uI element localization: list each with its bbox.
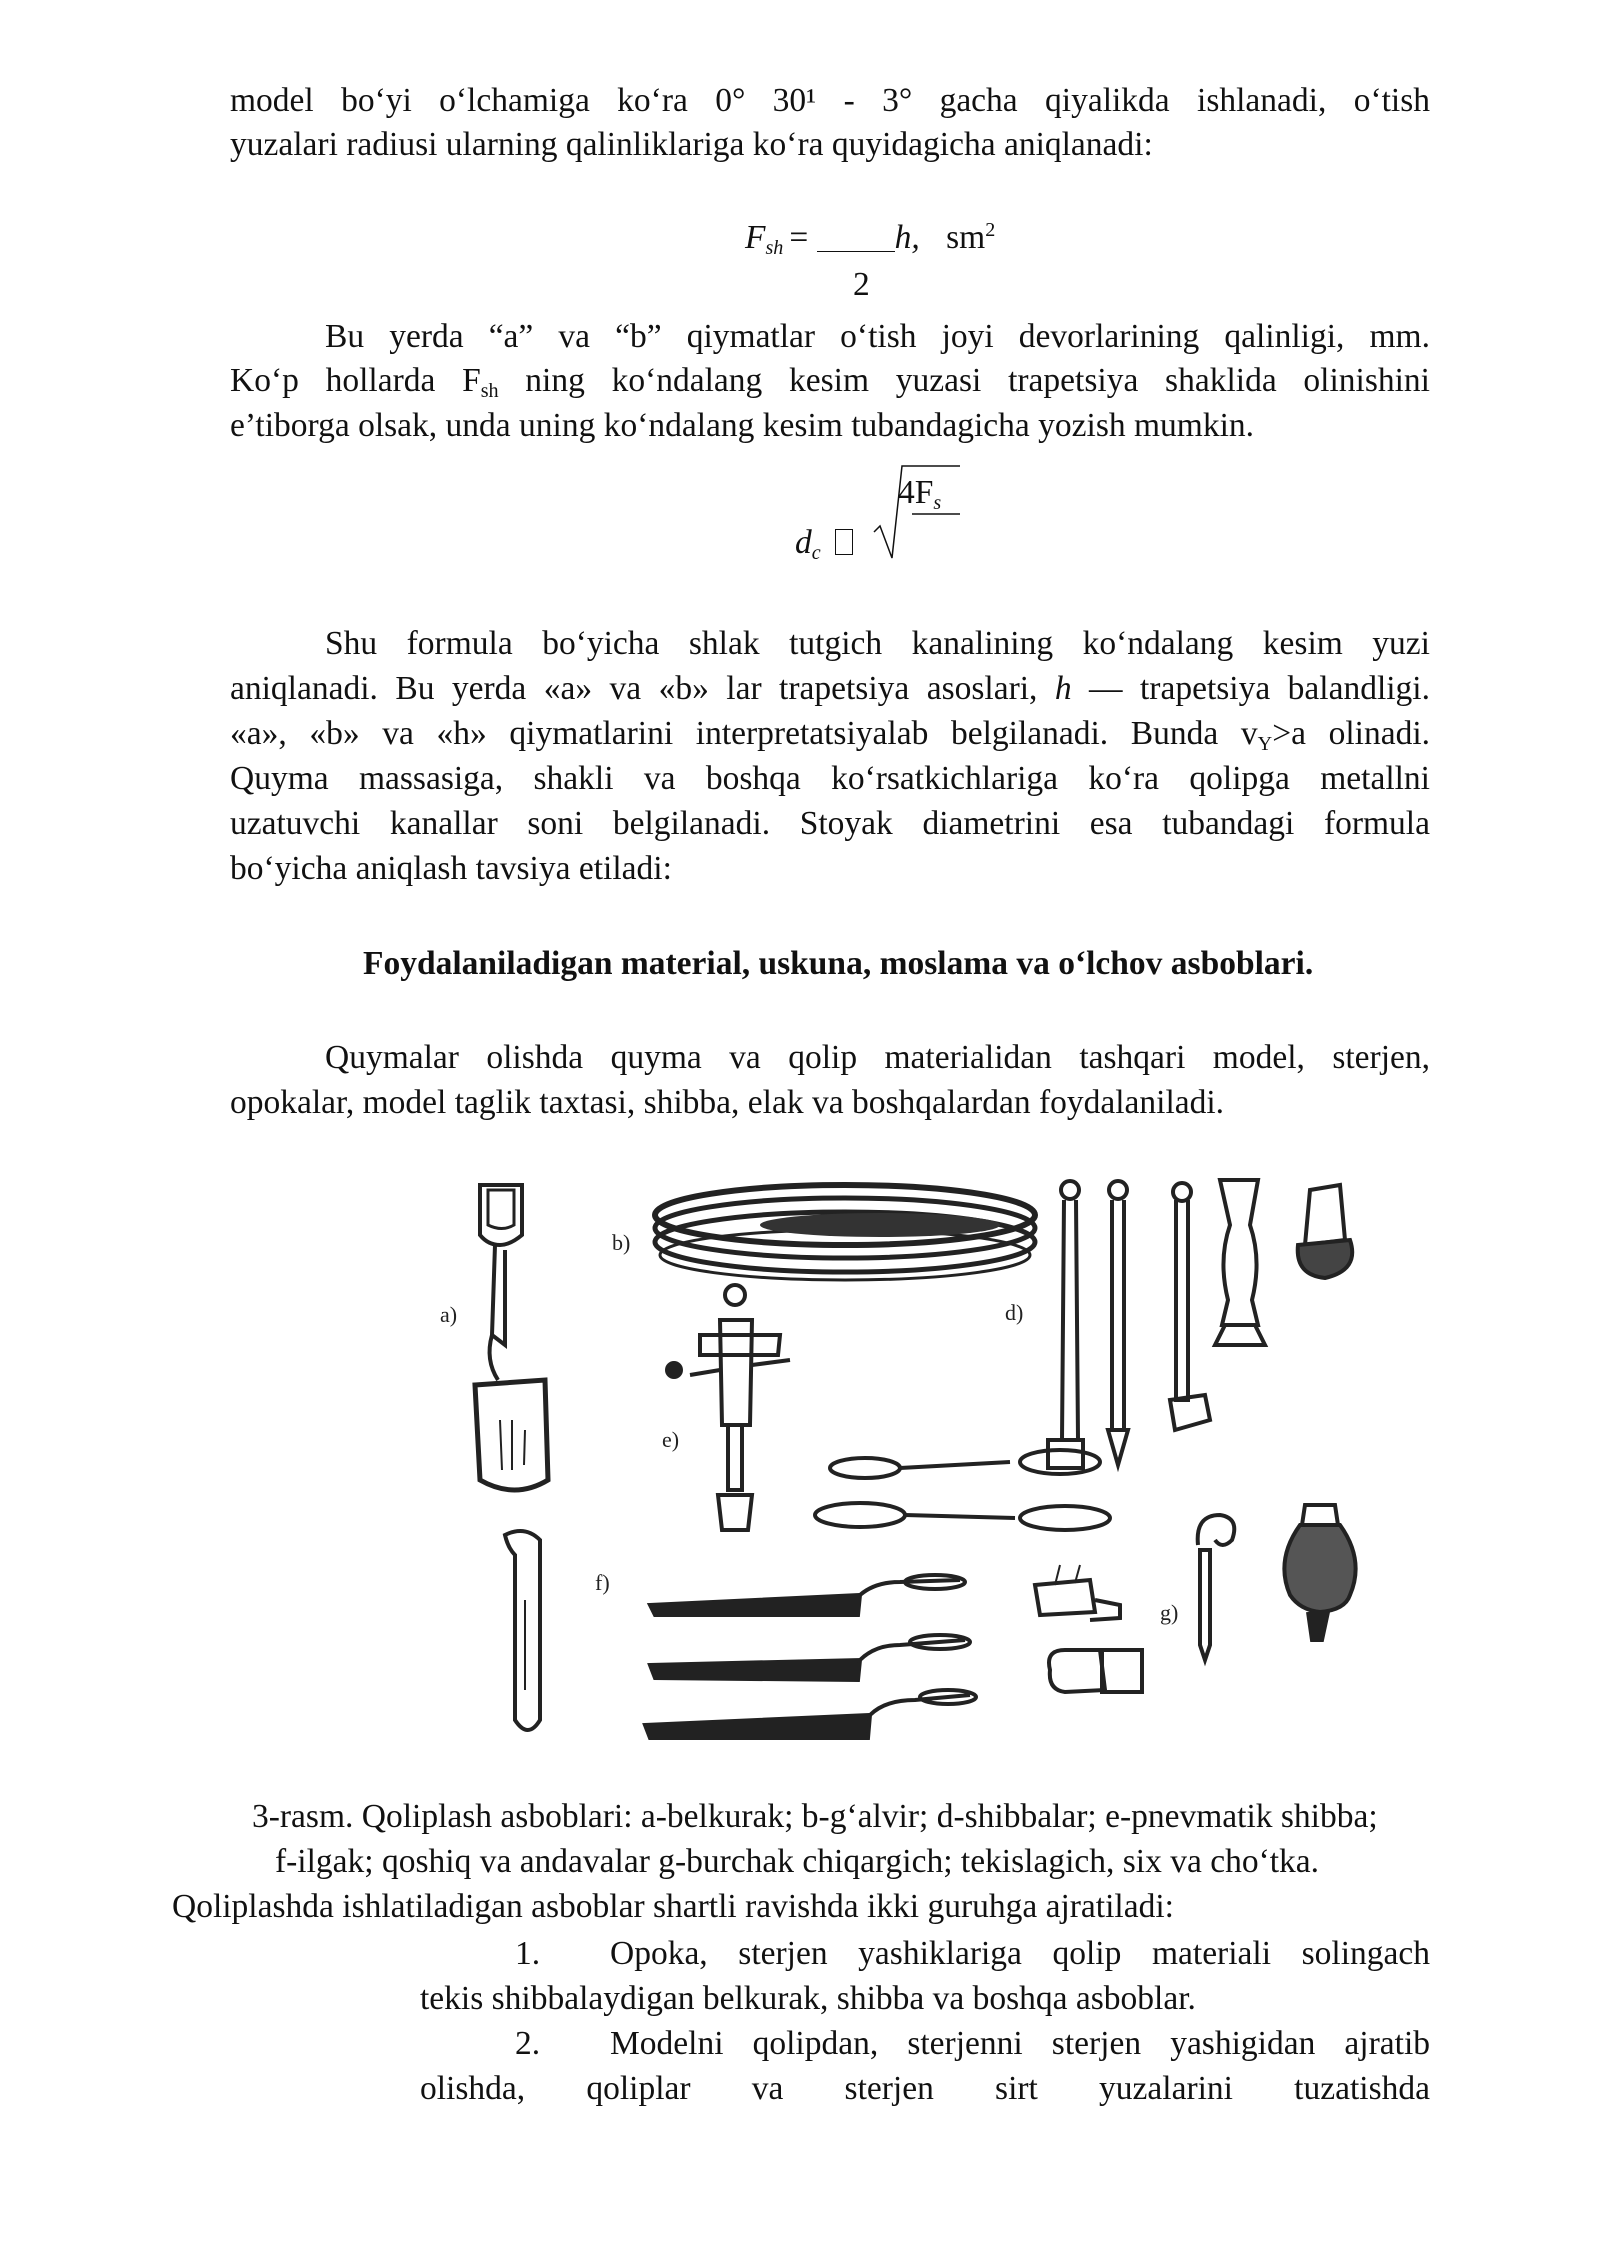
- figure-label-b: b): [612, 1230, 631, 1255]
- paragraph3-line4: Quyma massasiga, shakli va boshqa ko‘rsatkichlariga ko‘ra qolipga metallni: [230, 760, 1430, 797]
- corner-tools-illustration: [1035, 1565, 1142, 1692]
- paragraph1-line1: model bo‘yi o‘lchamiga ko‘ra 0° 30¹ - 3° gacha qiyalikda ishlanadi, o‘tish: [230, 82, 1430, 119]
- paragraph2-line3: e’tiborga olsak, unda uning ko‘ndalang kesim tubandagicha yozish mumkin.: [230, 407, 1255, 444]
- paragraph3-line5: uzatuvchi kanallar soni belgilanadi. Stoyak diametrini esa tubandagi formula: [230, 805, 1430, 842]
- formula-dc-radicand: $4F_s$: [898, 474, 942, 515]
- list-item-2-number: 2.: [515, 2025, 541, 2062]
- paragraph4-line2: opokalar, model taglik taxtasi, shibba, elak va boshqalardan foydalaniladi.: [230, 1084, 1225, 1121]
- formula-fsh-sub: sh: [765, 237, 784, 260]
- pneumatic-rammer-illustration: [667, 1285, 790, 1530]
- formula-fsh-unit: $sm^2$: [946, 219, 996, 257]
- paragraph3-line6: bo‘yicha aniqlash tavsiya etiladi:: [230, 850, 672, 887]
- list-item-2-line2: olishda, qoliplar va sterjen sirt yuzalarini tuzatishda: [420, 2070, 1430, 2107]
- list-item-2-line1: Modelni qolipdan, sterjenni sterjen yashigidan ajratib: [610, 2025, 1430, 2062]
- figure-label-d: d): [1005, 1300, 1024, 1325]
- list-item-1-line1: Opoka, sterjen yashiklariga qolip materiali solingach: [610, 1935, 1430, 1972]
- list-item-1-number: 1.: [515, 1935, 541, 1972]
- formula-fsh-equals: =: [789, 219, 809, 257]
- formula-fsh-h: h,: [894, 219, 920, 257]
- figure-caption-line1: 3-rasm. Qoliplash asboblari: a-belkurak; b-g‘alvir; d-shibbalar; e-pnevmatik shibba;: [252, 1798, 1378, 1835]
- paragraph3-line3: «a», «b» va «h» qiymatlarini interpretatsiyalab belgilanadi. Bunda $v_Y>a$ olinadi.: [230, 715, 1431, 756]
- paragraph3-line2: aniqlanadi. Bu yerda «a» va «b» lar trapetsiya asoslari, h — trapetsiya balandligi.: [230, 670, 1430, 707]
- figure-label-e: e): [662, 1427, 680, 1452]
- formula-fsh-var: F: [745, 219, 766, 257]
- paragraph2-line2: Ko‘p hollarda $F_{sh}$ ning ko‘ndalang kesim yuzasi trapetsiya shaklida olinishini: [230, 362, 1430, 403]
- section-heading: Foydalaniladigan material, uskuna, moslama va o‘lchov asboblari.: [363, 945, 1314, 982]
- spike-illustration: [1198, 1515, 1235, 1660]
- figure-label-f: f): [595, 1570, 610, 1595]
- formula-fsh-denominator: 2: [853, 266, 870, 303]
- paragraph2-line1: Bu yerda “a” va “b” qiymatlar o‘tish joyi devorlarining qalinligi, mm.: [325, 318, 1430, 355]
- paragraph4-line1: Quymalar olishda quyma va qolip materialidan tashqari model, sterjen,: [325, 1039, 1430, 1076]
- paragraph3-line1: Shu formula bo‘yicha shlak tutgich kanalining ko‘ndalang kesim yuzi: [325, 625, 1430, 662]
- trowels-illustration: [645, 1575, 976, 1738]
- formula-dc-symbol: [835, 529, 853, 555]
- spoons-illustration: [815, 1450, 1110, 1530]
- molding-tools-figure: [430, 1165, 1515, 1755]
- rammers-illustration: [1048, 1180, 1352, 1468]
- paragraph1-line2: yuzalari radiusi ularning qalinliklariga ko‘ra quyidagicha aniqlanadi:: [230, 126, 1153, 163]
- formula-dc: $d_c$: [795, 526, 853, 563]
- hook-illustration: [505, 1531, 540, 1730]
- sieve-illustration: [655, 1185, 1035, 1280]
- list-item-1-line2: tekis shibbalaydigan belkurak, shibba va boshqa asboblar.: [420, 1980, 1196, 2017]
- formula-fsh-blank: [817, 251, 895, 252]
- figure-label-g: g): [1160, 1600, 1179, 1625]
- shovel-illustration: [475, 1185, 548, 1490]
- formula-fsh: [745, 220, 995, 258]
- paragraph5: Qoliplashda ishlatiladigan asboblar shartli ravishda ikki guruhga ajratiladi:: [172, 1888, 1174, 1925]
- figure-label-a: a): [440, 1302, 458, 1327]
- brush-illustration: [1284, 1505, 1355, 1640]
- figure-caption-line2: f-ilgak; qoshiq va andavalar g-burchak chiqargich; tekislagich, six va cho‘tka.: [275, 1843, 1320, 1880]
